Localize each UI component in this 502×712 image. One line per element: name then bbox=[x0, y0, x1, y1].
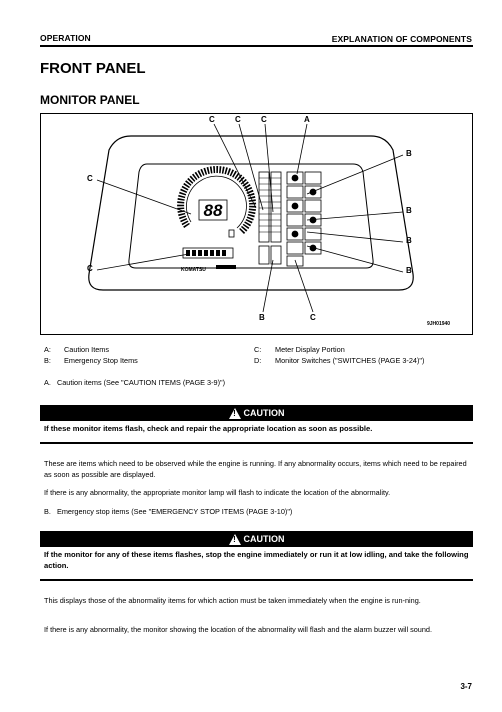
caution-text: If these monitor items flash, check and repair the appropriate location as soon as possible. bbox=[44, 424, 373, 433]
paragraph: If there is any abnormality, the monitor showing the location of the abnormality will flash and the alarm buzzer will sound. bbox=[44, 625, 433, 634]
header-left: OPERATION bbox=[40, 33, 91, 43]
caution-banner bbox=[40, 531, 473, 547]
vertical-bar-gauges bbox=[259, 172, 281, 264]
header-rule bbox=[40, 45, 473, 47]
callout-c: C bbox=[261, 115, 267, 124]
paragraph: These are items which need to be observed while the engine is running. If any abnormality occurs, items which need to be repaired as soon as possible are displayed. bbox=[44, 459, 467, 479]
legend-text-c: Meter Display Portion bbox=[275, 345, 345, 354]
callout-c: C bbox=[235, 115, 241, 124]
header-right: EXPLANATION OF COMPONENTS bbox=[331, 34, 472, 44]
legend-text-d: Monitor Switches ("SWITCHES (PAGE 3-24)") bbox=[275, 356, 425, 365]
callout-c: C bbox=[87, 174, 93, 183]
paragraph: If there is any abnormality, the appropriate monitor lamp will flash to indicate the location of the abnormality. bbox=[44, 488, 391, 497]
monitor-panel-diagram bbox=[41, 114, 472, 334]
section-a-heading: A. Caution items (See "CAUTION ITEMS (PAGE 3-9)") bbox=[44, 378, 226, 387]
figure-code: 9JH01940 bbox=[427, 321, 451, 327]
monitor-panel-figure bbox=[40, 113, 473, 335]
callout-c: C bbox=[87, 264, 93, 273]
legend-text-a: Caution Items bbox=[64, 345, 110, 354]
page-number: 3-7 bbox=[460, 682, 472, 691]
legend-key-a: A: bbox=[44, 345, 51, 354]
caution-text: If the monitor for any of these items flashes, stop the engine immediately or run it at low idling, and take the following action. bbox=[44, 550, 469, 570]
callout-b: B bbox=[406, 149, 412, 158]
warning-triangle-icon: ! bbox=[229, 534, 241, 545]
digital-readout: 88 bbox=[203, 201, 223, 220]
warning-triangle-icon: ! bbox=[229, 408, 241, 419]
page-title: FRONT PANEL bbox=[40, 60, 146, 77]
callout-b: B bbox=[406, 266, 412, 275]
section-title: MONITOR PANEL bbox=[40, 93, 140, 107]
caution-rule bbox=[40, 442, 473, 444]
fuel-icon bbox=[229, 230, 234, 237]
caution-banner bbox=[40, 405, 473, 421]
callout-c: C bbox=[209, 115, 215, 124]
legend-key-c: C: bbox=[254, 345, 262, 354]
brand-logo: KOMATSU bbox=[181, 267, 206, 273]
callout-b: B bbox=[259, 313, 265, 322]
callout-b: B bbox=[406, 236, 412, 245]
legend-text-b: Emergency Stop Items bbox=[64, 356, 138, 365]
callout-b: B bbox=[406, 206, 412, 215]
caution-label: CAUTION bbox=[243, 534, 285, 544]
section-b-heading: B. Emergency stop items (See "EMERGENCY STOP ITEMS (PAGE 3-10)") bbox=[44, 507, 293, 516]
paragraph: This displays those of the abnormality items for which action must be taken immediately when the engine is run-ning. bbox=[44, 596, 421, 605]
callout-c: C bbox=[310, 313, 316, 322]
brand-bar bbox=[216, 265, 236, 269]
caution-rule bbox=[40, 579, 473, 581]
legend-key-b: B: bbox=[44, 356, 51, 365]
callout-a: A bbox=[304, 115, 310, 124]
caution-label: CAUTION bbox=[243, 408, 285, 418]
legend-key-d: D: bbox=[254, 356, 262, 365]
